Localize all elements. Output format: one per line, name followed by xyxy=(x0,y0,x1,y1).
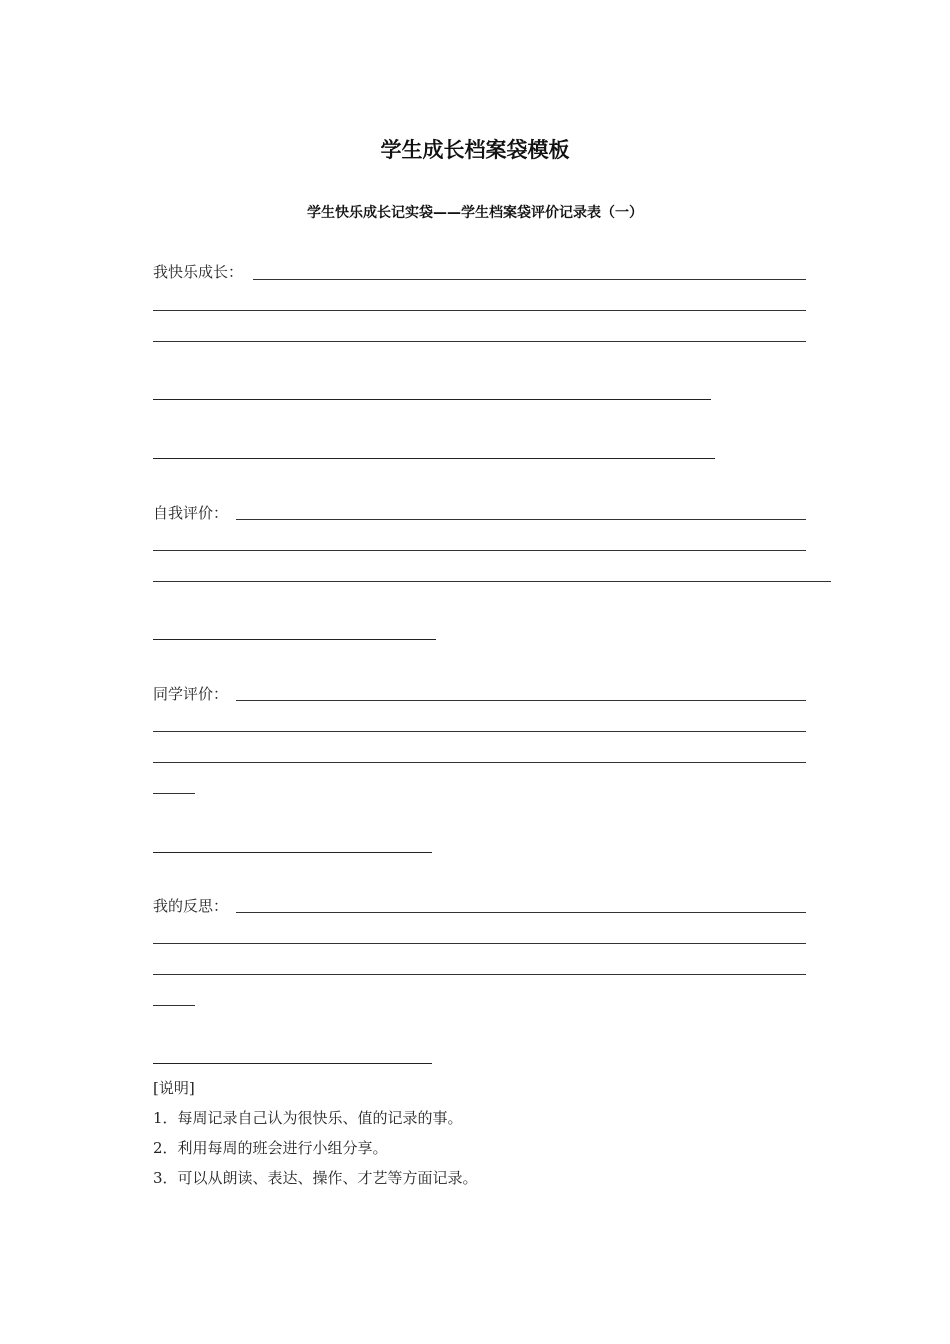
document-subtitle: 学生快乐成长记实袋——学生档案袋评价记录表（一） xyxy=(307,205,643,221)
self-eval-line-3[interactable] xyxy=(153,581,831,582)
growth-label: 我快乐成长： xyxy=(153,263,244,281)
document-title: 学生成长档案袋模板 xyxy=(380,138,570,162)
note-item-1: 1．每周记录自己认为很快乐、值的记录的事。 xyxy=(153,1109,463,1127)
peer-eval-line-1[interactable] xyxy=(236,700,806,701)
reflection-line-2[interactable] xyxy=(153,943,806,944)
notes-heading: [说明] xyxy=(153,1079,195,1097)
reflection-line-5[interactable] xyxy=(153,1063,432,1064)
note-item-3: 3．可以从朗读、表达、操作、才艺等方面记录。 xyxy=(153,1169,478,1187)
growth-line-1[interactable] xyxy=(253,279,806,280)
peer-eval-line-2[interactable] xyxy=(153,731,806,732)
self-eval-line-2[interactable] xyxy=(153,550,806,551)
peer-eval-line-3[interactable] xyxy=(153,762,806,763)
growth-line-5[interactable] xyxy=(153,458,715,459)
growth-line-2[interactable] xyxy=(153,310,806,311)
peer-eval-line-4[interactable] xyxy=(153,793,195,794)
reflection-line-3[interactable] xyxy=(153,974,806,975)
self-eval-line-4[interactable] xyxy=(153,639,436,640)
reflection-line-1[interactable] xyxy=(236,912,806,913)
self-eval-line-1[interactable] xyxy=(236,519,806,520)
self-eval-label: 自我评价： xyxy=(153,504,229,522)
growth-line-3[interactable] xyxy=(153,341,806,342)
reflection-label: 我的反思： xyxy=(153,897,229,915)
peer-eval-label: 同学评价： xyxy=(153,685,229,703)
reflection-line-4[interactable] xyxy=(153,1005,195,1006)
growth-line-4[interactable] xyxy=(153,399,711,400)
note-item-2: 2．利用每周的班会进行小组分享。 xyxy=(153,1139,388,1157)
peer-eval-line-5[interactable] xyxy=(153,852,432,853)
